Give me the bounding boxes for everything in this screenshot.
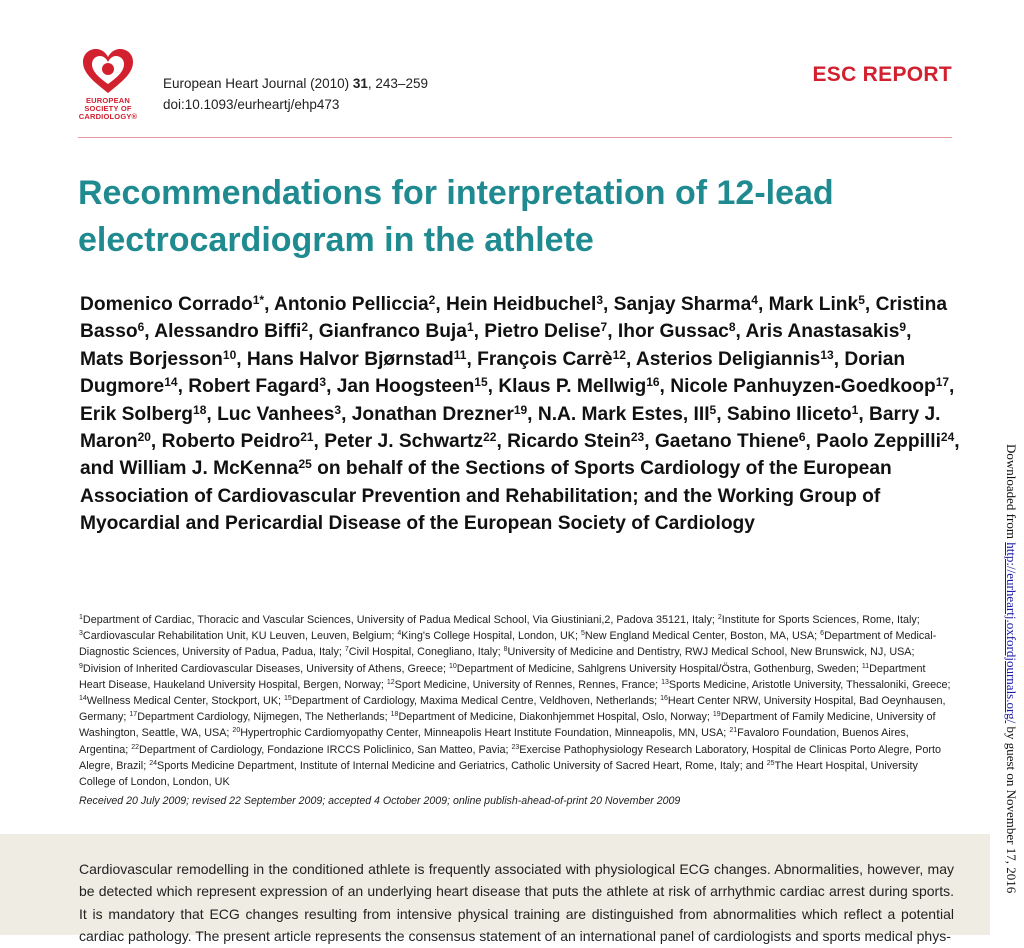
affiliation: Department of Cardiology, Fondazione IRCCS Policlinico, San Matteo, Pavia; — [139, 743, 509, 756]
author: Domenico Corrado — [80, 294, 253, 315]
affiliation-mark: 4 — [397, 630, 402, 638]
affiliation-mark: 10 — [448, 662, 457, 670]
abstract-text: Cardiovascular remodelling in the conditioned athlete is frequently associated with physiological ECG changes. Abnormalities, however, may be detected which represent expression of an underlying heart disease that puts the athlete at risk of arrhythmic cardiac arrest during sports. It is mandatory that ECG changes resulting from intensive physical training are distinguished from abnormalities which reflect a potential cardiac pathology. The present article represents the consensus statement of an international panel of cardiologists and sports medical phys- — [79, 861, 954, 945]
author-affiliation-mark: 22 — [483, 430, 497, 445]
author: William J. McKenna — [119, 458, 299, 480]
affiliation: Sports Medicine Department, Institute of Internal Medicine and Geriatrics, Catholic University of Sacred Heart, Rome, Italy; and — [157, 759, 764, 772]
author-affiliation-mark: 17 — [935, 375, 950, 390]
affiliation: Civil Hospital, Conegliano, Italy; — [348, 646, 501, 659]
affiliation: King's College Hospital, London, UK; — [401, 630, 579, 643]
author-affiliation-mark: 8 — [728, 320, 736, 335]
affiliation-mark: 24 — [149, 759, 158, 767]
author: Erik Solberg — [80, 403, 194, 425]
received-dates: Received 20 July 2009; revised 22 September 2009; accepted 4 October 2009; online publish-ahead-of-print 20 November 2009 — [79, 795, 681, 807]
affiliation: Department of Cardiac, Thoracic and Vascular Sciences, University of Padua Medical School, Via Giustiniani,2, Padova 35121, Italy; — [82, 614, 715, 626]
author-list: Domenico Corrado$^{1*}$, Antonio Pelliccia$^2$, Hein Heidbuchel$^3$, Sanjay Sharma$^4$, Mark Link$^5$, Cristina Basso$^6$, Alessandro Biffi$^2$, Gianfranco Buja$^1$, Pietro Delise$^7$, Ihor Gussac$^8$, Aris Anastasakis$^9$, Mats Borjesson$^{10}$, Hans Halvor Bjørnstad$^{11}$, François Carrè$^{12}$, Asterios Deligiannis$^{13}$, Dorian Dugmore$^{14}$, Robert Fagard$^3$, Jan Hoogsteen$^{15}$, Klaus P. Mellwig$^{16}$, Nicole Panhuyzen-Goedkoop$^{17}$, Erik Solberg$^{18}$, Luc Vanhees$^3$, Jonathan Drezner$^{19}$, N.A. Mark Estes, III$^5$, Sabino Iliceto$^1$, Barry J. Maron$^{20}$, Roberto Peidro$^{21}$, Peter J. Schwartz$^{22}$, Ricardo Stein$^{23}$, Gaetano Thiene$^6$, Paolo Zeppilli$^{24}$, and William J. McKenna$^{25}$ on behalf of the Sections of Sports Cardiology of the European Association of Cardiovascular Prevention and Rehabilitation; and the Working Group of Myocardial and Pericardial Disease of the European Society of Cardiology — [80, 293, 960, 535]
author-affiliation-mark: 2 — [301, 320, 309, 335]
author-affiliation-mark: 5 — [858, 293, 865, 307]
affiliation: Department of Family Medicine, University of Washington, Seattle, WA, USA; — [79, 711, 936, 740]
affiliation-mark: 11 — [861, 662, 870, 670]
affiliation: Department of Medical-Diagnostic Sciences, University of Padua, Padua, Italy; — [79, 630, 937, 659]
esc-logo — [78, 47, 138, 127]
author-affiliation-mark: 6 — [137, 320, 145, 335]
affiliation-mark: 18 — [390, 711, 399, 719]
author-affiliation-mark: 7 — [600, 320, 608, 335]
affiliation-mark: 2 — [717, 614, 722, 621]
affiliation-mark: 14 — [79, 695, 87, 703]
affiliation-mark: 1 — [79, 614, 83, 621]
affiliation: Hypertrophic Cardiomyopathy Center, Minneapolis Heart Institute Foundation, Minneapolis, MN, USA; — [240, 727, 727, 740]
author: Hans Halvor Bjørnstad — [246, 348, 454, 370]
author: Pietro Delise — [484, 321, 601, 343]
author: Jonathan Drezner — [351, 403, 514, 425]
author: Antonio Pelliccia — [274, 294, 429, 315]
affiliation-mark: 13 — [661, 678, 669, 686]
author-affiliation-mark: 1 — [466, 320, 474, 335]
author: Barry J. Maron — [80, 403, 941, 453]
download-sidebar — [1004, 444, 1018, 924]
author: Klaus P. Mellwig — [498, 376, 647, 398]
authors-suffix: on behalf of the Sections of Sports Cardiology of the European Association of Cardiovascular Prevention and Rehabilitation; and the Working Group of Myocardial and Pericardial Disease of the European Society of Cardiology — [80, 458, 892, 535]
download-prefix: Downloaded from — [1004, 444, 1019, 543]
author: Nicole Panhuyzen-Goedkoop — [670, 376, 936, 398]
author-affiliation-mark: 21 — [300, 430, 314, 445]
affiliation: University of Medicine and Dentistry, RWJ Medical School, New Brunswick, NJ, USA; — [507, 646, 915, 659]
author-affiliation-mark: 10 — [222, 347, 237, 362]
affiliation: Department Heart Disease, Haukeland University Hospital, Bergen, Norway; — [79, 662, 926, 691]
logo-text — [78, 97, 138, 121]
author-affiliation-mark: 12 — [612, 347, 626, 362]
download-link[interactable]: http://eurheartj.oxfordjournals.org/ — [1004, 542, 1019, 724]
affiliation-mark: 19 — [712, 711, 721, 719]
author-affiliation-mark: 4 — [751, 293, 758, 307]
affiliation: Favaloro Foundation, Buenos Aires, Argentina; — [79, 727, 909, 756]
logo-line: EUROPEAN — [85, 96, 131, 105]
affiliation: Department of Medicine, Sahlgrens University Hospital/Östra, Gothenburg, Sweden; — [456, 662, 859, 675]
author-affiliation-mark: 9 — [899, 320, 907, 335]
affiliation: Department Cardiology, Nijmegen, The Netherlands; — [137, 711, 388, 724]
journal-name: European Heart Journal (2010) — [163, 76, 353, 91]
author-affiliation-mark: 1 — [851, 402, 859, 417]
affiliation: Sport Medicine, University of Rennes, Rennes, France; — [394, 678, 659, 691]
author-affiliation-mark: 2 — [428, 293, 436, 307]
author-affiliation-mark: 16 — [646, 375, 660, 390]
author-affiliation-mark: 1* — [252, 293, 265, 307]
affiliation-mark: 3 — [79, 630, 83, 638]
author-affiliation-mark: 3 — [334, 402, 342, 417]
author: Jan Hoogsteen — [336, 376, 475, 398]
affiliation: Division of Inherited Cardiovascular Diseases, University of Athens, Greece; — [82, 662, 446, 675]
affiliation: Institute for Sports Sciences, Rome, Italy; — [721, 614, 920, 626]
author-affiliation-mark: 20 — [137, 430, 151, 445]
header-rule — [78, 137, 952, 138]
journal-doi: doi:10.1093/eurheartj/ehp473 — [163, 97, 340, 112]
author: Gianfranco Buja — [318, 321, 467, 343]
affiliation-mark: 17 — [129, 711, 138, 719]
affiliation: Cardiovascular Rehabilitation Unit, KU Leuven, Leuven, Belgium; — [82, 630, 395, 643]
author-affiliation-mark: 5 — [709, 402, 717, 417]
author-affiliation-mark: 3 — [596, 293, 603, 307]
affiliation: Department of Medicine, Diakonhjemmet Hospital, Oslo, Norway; — [398, 711, 710, 724]
author: Luc Vanhees — [217, 403, 335, 425]
affiliation: Wellness Medical Center, Stockport, UK; — [86, 695, 282, 708]
affiliation-mark: 20 — [232, 727, 241, 735]
author: Ricardo Stein — [507, 431, 631, 453]
author: Roberto Peidro — [161, 431, 301, 453]
author-affiliation-mark: 14 — [164, 375, 178, 390]
affiliation-mark: 8 — [503, 646, 508, 654]
heart-icon — [81, 47, 135, 97]
affiliation: New England Medical Center, Boston, MA, USA; — [584, 630, 818, 643]
author: Peter J. Schwartz — [324, 431, 484, 453]
author: Sabino Iliceto — [726, 403, 852, 425]
author-affiliation-mark: 6 — [798, 430, 806, 445]
logo-line: SOCIETY OF — [84, 104, 132, 113]
author: François Carrè — [477, 348, 613, 370]
affiliation-mark: 25 — [766, 759, 775, 767]
report-label: ESC REPORT — [812, 63, 952, 86]
authors-conjunction: and — [80, 458, 115, 480]
logo-line: CARDIOLOGY® — [78, 112, 138, 121]
affiliation-mark: 12 — [386, 678, 395, 686]
affiliation-mark: 6 — [820, 630, 825, 638]
paper-title: Recommendations for interpretation of 12-lead electrocardiogram in the athlete — [78, 174, 834, 259]
affiliation-mark: 9 — [79, 662, 83, 670]
author: Hein Heidbuchel — [445, 294, 597, 315]
author: Mats Borjesson — [80, 348, 223, 370]
author-affiliation-mark: 11 — [453, 347, 467, 362]
author: Cristina Basso — [80, 294, 948, 343]
author: Sanjay Sharma — [613, 294, 752, 315]
journal-pages: , 243–259 — [367, 76, 428, 91]
affiliation-mark: 21 — [729, 727, 738, 735]
affiliation: The Heart Hospital, University College of London, London, UK — [79, 759, 918, 789]
author: Paolo Zeppilli — [816, 431, 941, 453]
author: Mark Link — [768, 294, 859, 315]
author: Ihor Gussac — [617, 321, 729, 343]
affiliation: Exercise Pathophysiology Research Laboratory, Hospital de Clinicas Porto Alegre, Porto Alegre, Brazil; — [79, 743, 941, 772]
affiliation: Sports Medicine, Aristotle University, Thessaloniki, Greece; — [668, 678, 951, 691]
affiliation: Department of Cardiology, Maxima Medical Centre, Veldhoven, Netherlands; — [291, 695, 658, 708]
affiliation: Heart Center NRW, University Hospital, Bad Oeynhausen, Germany; — [79, 695, 946, 724]
author: Dorian Dugmore — [80, 348, 906, 398]
author-affiliation-mark: 13 — [820, 347, 834, 362]
author: Asterios Deligiannis — [635, 348, 821, 370]
affiliation-mark: 15 — [284, 695, 292, 703]
author: Robert Fagard — [188, 376, 320, 398]
affiliation-mark: 23 — [511, 743, 520, 751]
author: Alessandro Biffi — [154, 321, 302, 343]
author: Gaetano Thiene — [654, 431, 799, 453]
journal-citation — [163, 73, 428, 115]
affiliation-mark: 7 — [344, 646, 349, 654]
journal-volume: 31 — [352, 76, 368, 91]
affiliations — [79, 612, 954, 790]
affiliation-mark: 5 — [581, 630, 585, 638]
author-affiliation-mark: 25 — [298, 457, 312, 472]
affiliation-mark: 22 — [131, 743, 140, 751]
author-affiliation-mark: 23 — [630, 430, 645, 445]
author-affiliation-mark: 24 — [940, 430, 955, 445]
affiliation-mark: 16 — [660, 695, 668, 703]
author-affiliation-mark: 3 — [319, 375, 327, 390]
author-affiliation-mark: 18 — [193, 402, 207, 417]
author: N.A. Mark Estes, III — [537, 403, 710, 425]
author: Aris Anastasakis — [745, 321, 900, 343]
author-affiliation-mark: 19 — [513, 402, 528, 417]
author-affiliation-mark: 15 — [474, 375, 488, 390]
download-suffix: by guest on November 17, 2016 — [1004, 723, 1019, 894]
